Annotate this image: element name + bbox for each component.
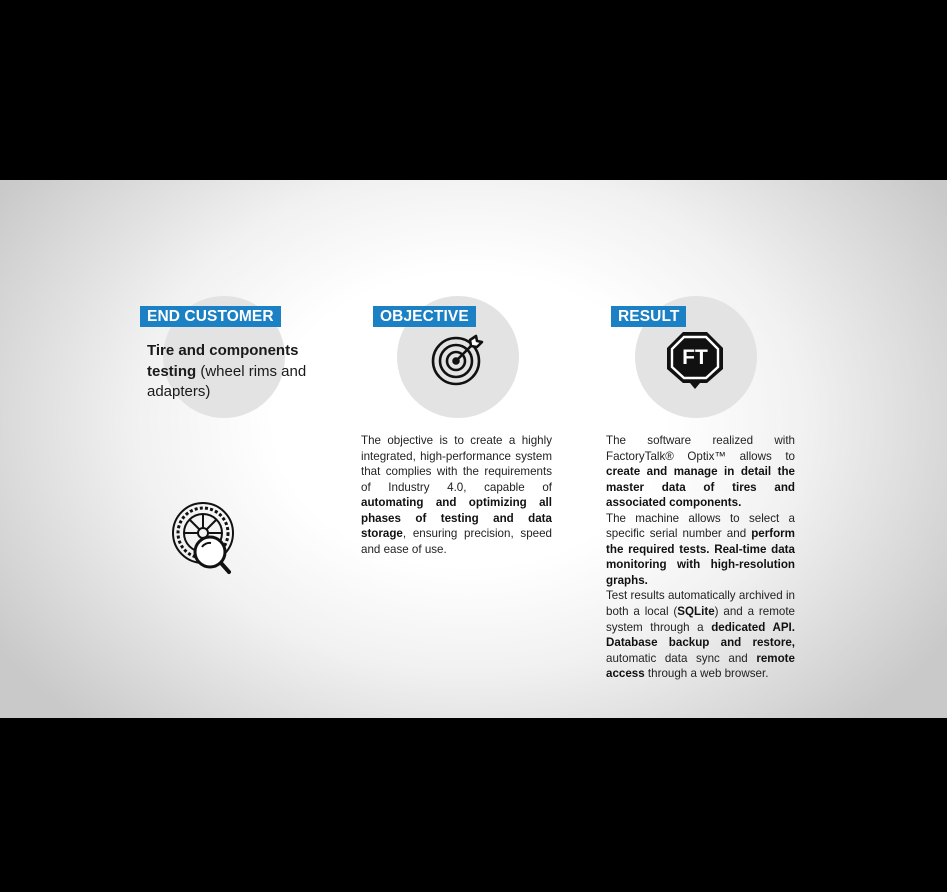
slide	[0, 180, 947, 718]
wheel-magnifier-icon	[170, 500, 236, 576]
result-paragraph	[606, 433, 795, 511]
bold-text-run: perform the required tests. Real-time data monitoring with high-resolution graphs.	[606, 527, 795, 587]
end-customer-description	[147, 341, 337, 403]
result-label: RESULT	[611, 306, 686, 327]
text-run: automatic data sync and	[606, 651, 757, 665]
target-arrow-icon	[430, 332, 486, 388]
end-customer-lead-bold: Tire and components testing	[147, 342, 299, 380]
factorytalk-logo-text: FT	[682, 346, 708, 369]
text-run: The machine allows to select a specific serial number and	[606, 511, 795, 541]
bold-text-run: automating and optimizing all phases of testing and data storage	[361, 496, 552, 541]
text-run: The objective is to create a highly integrated, high-performance system that complies with the requirements of Industry 4.0, capable of	[361, 434, 552, 494]
objective-label: OBJECTIVE	[373, 306, 476, 327]
factorytalk-logo	[666, 331, 724, 389]
result-paragraph	[606, 511, 795, 589]
text-run: The software realized with FactoryTalk® Optix™ allows to	[606, 434, 795, 463]
end-customer-label: END CUSTOMER	[140, 306, 281, 327]
bold-text-run: SQLite	[677, 605, 715, 619]
text-run: ) and a remote system through a	[606, 605, 795, 634]
objective-text	[361, 433, 552, 557]
result-paragraph	[606, 588, 795, 681]
end-customer-lead-rest: (wheel rims and adapters)	[147, 362, 307, 400]
result-text	[606, 433, 795, 682]
text-run: Test results automatically archived in both a local (	[606, 589, 795, 619]
bold-text-run: dedicated API. Database backup and restore,	[606, 620, 795, 650]
text-run: through a web browser.	[644, 667, 769, 681]
bold-text-run: remote access	[606, 651, 795, 681]
bold-text-run: create and manage in detail the master data of tires and associated components.	[606, 465, 795, 510]
text-run: , ensuring precision, speed and ease of use.	[361, 527, 552, 556]
